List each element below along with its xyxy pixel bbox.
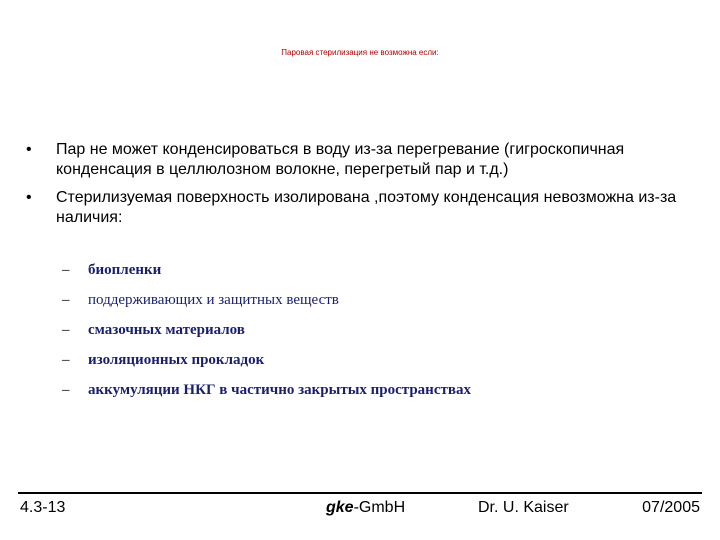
bullet-marker: • bbox=[26, 141, 32, 158]
dash-marker: – bbox=[62, 352, 70, 368]
company-name bbox=[326, 499, 405, 517]
company-name-rest: -GmbH bbox=[353, 499, 406, 516]
sub-item-ncg-accumulation bbox=[62, 380, 682, 410]
sub-item-text: аккумуляции НКГ в частично закрытых пространствах bbox=[88, 382, 471, 398]
dash-marker: – bbox=[62, 292, 70, 308]
sub-item-biofilm bbox=[62, 260, 682, 290]
sub-item-gaskets bbox=[62, 350, 682, 380]
sub-item-text: биопленки bbox=[88, 262, 162, 278]
sub-item-text: поддерживающих и защитных веществ bbox=[88, 292, 339, 308]
bullet-item-isolated-surface bbox=[26, 188, 686, 228]
bullet-text: Стерилизуемая поверхность изолирована ,поэтому конденсация невозможна из-за наличия: bbox=[56, 189, 677, 226]
date: 07/2005 bbox=[642, 499, 700, 516]
bullet-text: Пар не может конденсироваться в воду из-за перегревание (гигроскопичная конденсация в целлюлозном волокне, перегретый пар и т.д.) bbox=[56, 141, 625, 178]
dash-marker: – bbox=[62, 262, 70, 278]
slide-title: Паровая стерилизация не возможна если: bbox=[281, 48, 439, 57]
bullet-marker: • bbox=[26, 189, 32, 206]
sub-item-lubricants bbox=[62, 320, 682, 350]
dash-marker: – bbox=[62, 322, 70, 338]
sub-item-protective-substances bbox=[62, 290, 682, 320]
slide-number: 4.3-13 bbox=[20, 499, 66, 516]
author: Dr. U. Kaiser bbox=[478, 499, 569, 516]
sub-item-text: изоляционных прокладок bbox=[88, 352, 265, 368]
bullet-item-superheated-steam bbox=[26, 140, 686, 180]
dash-marker: – bbox=[62, 382, 70, 398]
footer-divider bbox=[18, 492, 702, 494]
sub-item-list bbox=[62, 260, 682, 410]
bullet-list bbox=[26, 140, 686, 238]
slide-footer bbox=[0, 499, 720, 523]
company-name-italic: gke bbox=[326, 499, 354, 516]
sub-item-text: смазочных материалов bbox=[88, 322, 245, 338]
